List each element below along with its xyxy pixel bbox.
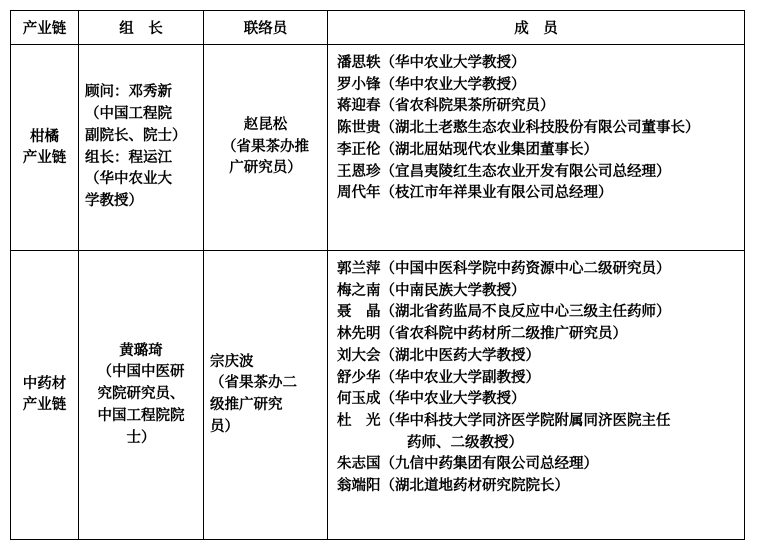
members-cell <box>328 45 745 251</box>
member-text: 聂 晶（湖北省药监局不良反应中心三级主任药师） <box>337 304 671 321</box>
table-row <box>11 251 745 540</box>
member-entry <box>337 53 738 75</box>
cell-line: 顾问：邓秀新 <box>85 84 172 101</box>
cell-line: 广研究员） <box>229 160 302 177</box>
liaison-cell <box>204 45 328 251</box>
member-entry <box>337 118 738 140</box>
member-entry <box>337 162 738 184</box>
member-entry <box>337 183 738 205</box>
cell-line: （华中农业大 <box>85 171 172 188</box>
member-text: 罗小锋（华中农业大学教授） <box>337 76 526 93</box>
member-text: 梅之南（中南民族大学教授） <box>337 282 526 299</box>
member-entry <box>337 302 738 324</box>
cell-line: 中国工程院院 <box>97 407 185 424</box>
cell-line: 宗庆波 <box>210 353 254 370</box>
member-text: 李正伦（湖北屈姑现代农业集团董事长） <box>337 141 598 158</box>
member-entry <box>337 324 738 346</box>
chain-name-cell <box>11 251 79 540</box>
leader-cell <box>79 45 204 251</box>
cell-line: 产业链 <box>22 397 67 413</box>
header-chain: 产业链 <box>11 11 79 45</box>
member-text: 蒋迎春（省农科院果茶所研究员） <box>337 98 555 115</box>
member-text: 郭兰萍（中国中医科学院中药资源中心二级研究员） <box>337 261 671 277</box>
header-members: 成 员 <box>328 11 745 45</box>
members-cell <box>328 251 745 540</box>
member-text: 杜 光（华中科技大学同济医学院附属同济医院主任 <box>337 412 671 429</box>
member-entry <box>337 96 738 118</box>
cell-line: 级推广研究 <box>210 397 283 413</box>
member-text: 王恩珍（宜昌夷陵红生态农业开发有限公司总经理） <box>337 163 671 180</box>
cell-line: 学教授） <box>85 192 143 209</box>
member-text: 林先明（省农科院中药材所二级推广研究员） <box>337 326 627 343</box>
cell-line: 员） <box>210 418 239 435</box>
member-text: 何玉成（华中农业大学教授） <box>337 391 526 408</box>
leader-cell <box>79 251 204 540</box>
industry-chain-table <box>10 10 745 540</box>
member-entry <box>337 259 738 281</box>
member-entry <box>337 346 738 368</box>
header-row <box>11 11 745 45</box>
member-entry <box>337 281 738 303</box>
cell-line: 究院研究员、 <box>97 386 185 403</box>
cell-line: 士） <box>126 429 156 446</box>
member-entry <box>337 476 738 498</box>
cell-line: （中国工程院 <box>85 106 172 123</box>
cell-line: （省果茶办二 <box>210 375 297 392</box>
member-entry <box>337 140 738 162</box>
member-text: 翁端阳（湖北道地药材研究院院长） <box>337 478 569 495</box>
cell-line: 中药材 <box>22 376 67 392</box>
member-text: 药师、二级教授） <box>407 434 523 451</box>
cell-line: 柑橘 <box>30 128 59 145</box>
member-entry <box>337 389 738 411</box>
header-leader: 组 长 <box>79 11 204 45</box>
member-text: 朱志国（九信中药集团有限公司总经理） <box>337 456 598 473</box>
member-entry <box>337 368 738 390</box>
member-text: 刘大会（湖北中医药大学教授） <box>337 347 540 364</box>
cell-line: 副院长、院士） <box>85 127 187 144</box>
cell-line: 组长：程运江 <box>85 149 172 166</box>
header-liaison: 联络员 <box>204 11 328 45</box>
cell-line: （省果茶办推 <box>222 138 309 155</box>
table-row <box>11 45 745 251</box>
member-entry <box>337 75 738 97</box>
liaison-cell <box>204 251 328 540</box>
member-text: 舒少华（华中农业大学副教授） <box>337 369 540 386</box>
cell-line: 黄璐琦 <box>119 342 163 359</box>
cell-line: （中国中医研 <box>97 364 185 381</box>
member-text: 周代年（枝江市年祥果业有限公司总经理） <box>337 185 613 202</box>
member-text: 潘思轶（华中农业大学教授） <box>337 55 526 71</box>
member-entry <box>337 411 738 454</box>
member-text: 陈世贵（湖北土老憨生态农业科技股份有限公司董事长） <box>337 120 700 137</box>
cell-line: 产业链 <box>22 149 67 166</box>
chain-name-cell <box>11 45 79 251</box>
member-entry <box>337 454 738 476</box>
cell-line: 赵昆松 <box>243 116 288 133</box>
